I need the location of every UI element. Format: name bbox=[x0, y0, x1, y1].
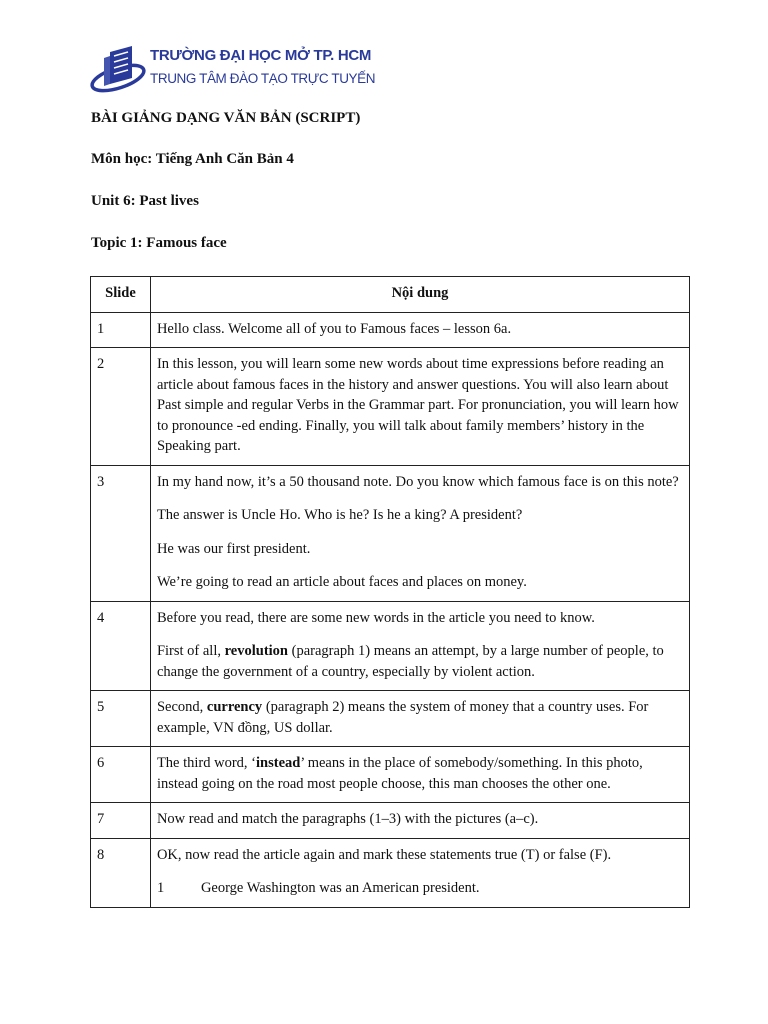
content-paragraph bbox=[157, 641, 683, 682]
column-header-slide: Slide bbox=[91, 277, 151, 313]
slide-content bbox=[150, 838, 689, 907]
table-row bbox=[91, 691, 690, 747]
slide-number: 6 bbox=[91, 747, 151, 803]
content-paragraph: He was our first president. bbox=[156, 540, 311, 557]
unit-heading: Unit 6: Past lives bbox=[91, 193, 199, 209]
table-row bbox=[91, 747, 690, 803]
slide-number: 1 bbox=[91, 312, 151, 348]
table-row bbox=[91, 348, 690, 466]
logo-center-name: TRUNG TÂM ĐÀO TẠO TRỰC TUYẾN bbox=[150, 71, 376, 86]
slide-content bbox=[150, 601, 689, 691]
script-table bbox=[90, 276, 690, 908]
content-paragraph: Before you read, there are some new words in the article you need to know. bbox=[156, 609, 595, 626]
statement-number: 1 bbox=[156, 880, 165, 896]
topic-heading: Topic 1: Famous face bbox=[91, 235, 227, 251]
slide-number: 4 bbox=[91, 601, 151, 691]
text-run: (paragraph 2) means the system of money that a country uses. For example, VN đồng, US dollar. bbox=[156, 699, 649, 736]
statement-item bbox=[157, 878, 683, 899]
content-paragraph: In my hand now, it’s a 50 thousand note. Do you know which famous face is on this note? bbox=[156, 473, 679, 490]
text-run: ’ means in the place of somebody/something. In this photo, instead going on the road most people choose, this man chooses the other one. bbox=[156, 755, 643, 792]
slide-content bbox=[150, 312, 689, 348]
slide-number: 3 bbox=[91, 465, 151, 601]
text-run: Second, bbox=[156, 699, 207, 715]
table-row bbox=[91, 312, 690, 348]
document-title: BÀI GIẢNG DẠNG VĂN BẢN (SCRIPT) bbox=[91, 110, 361, 126]
statement-text: George Washington was an American president. bbox=[200, 880, 480, 896]
table-row bbox=[91, 838, 690, 907]
content-paragraph bbox=[157, 697, 683, 738]
text-run: First of all, bbox=[156, 643, 225, 659]
vocab-term: currency bbox=[206, 699, 263, 715]
content-paragraph: The answer is Uncle Ho. Who is he? Is he a king? A president? bbox=[156, 507, 523, 523]
content-paragraph: Hello class. Welcome all of you to Famous faces – lesson 6a. bbox=[156, 320, 512, 337]
university-logo bbox=[90, 44, 376, 100]
content-paragraph: In this lesson, you will learn some new words about time expressions before reading an article about famous faces in the history and answer questions. You will also learn about Past simple and regular Verbs in the Grammar part. For pronunciation, you will learn how to pronounce -ed ending. Finally, you will talk about family members’ history in the Speaking part. bbox=[156, 356, 679, 454]
content-paragraph: We’re going to read an article about faces and places on money. bbox=[156, 574, 527, 590]
table-header-row bbox=[91, 277, 690, 313]
slide-number: 7 bbox=[91, 803, 151, 839]
book-emblem-icon bbox=[90, 44, 152, 100]
content-paragraph bbox=[157, 753, 683, 794]
column-header-content: Nội dung bbox=[150, 277, 689, 313]
slide-number: 2 bbox=[91, 348, 151, 466]
content-paragraph: Now read and match the paragraphs (1–3) with the pictures (a–c). bbox=[156, 811, 539, 827]
logo-university-name: TRƯỜNG ĐẠI HỌC MỞ TP. HCM bbox=[150, 47, 372, 64]
table-row bbox=[91, 601, 690, 691]
table-row bbox=[91, 465, 690, 601]
vocab-term: instead bbox=[256, 755, 301, 771]
text-run: The third word, ‘ bbox=[156, 755, 257, 771]
content-paragraph: OK, now read the article again and mark these statements true (T) or false (F). bbox=[156, 846, 612, 863]
subject-heading: Môn học: Tiếng Anh Căn Bản 4 bbox=[91, 151, 294, 167]
table-row bbox=[91, 803, 690, 839]
slide-number: 5 bbox=[91, 691, 151, 747]
slide-number: 8 bbox=[91, 838, 151, 907]
slide-content bbox=[150, 803, 689, 839]
slide-content bbox=[150, 691, 689, 747]
slide-content bbox=[150, 747, 689, 803]
slide-content bbox=[150, 465, 689, 601]
text-run: (paragraph 1) means an attempt, by a large number of people, to change the government of a country, especially by violent action. bbox=[156, 643, 664, 680]
vocab-term: revolution bbox=[224, 643, 288, 659]
slide-content bbox=[150, 348, 689, 466]
